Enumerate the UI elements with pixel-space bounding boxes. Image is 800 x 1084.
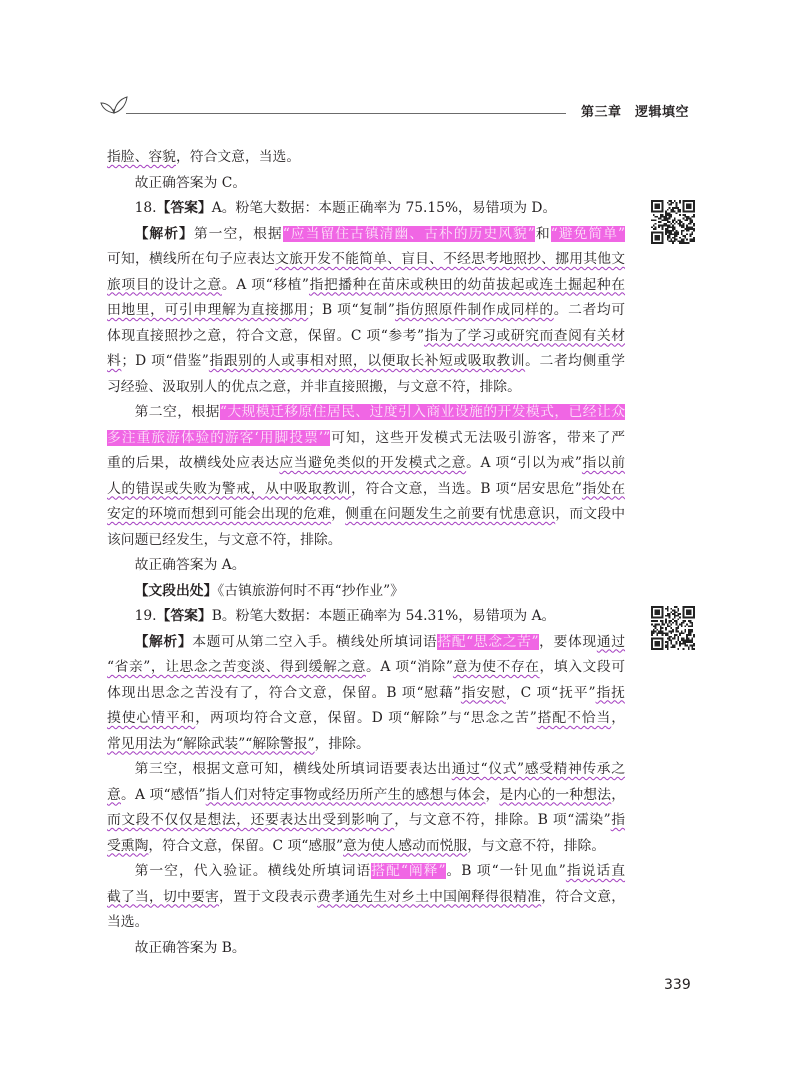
text-line (107, 349, 625, 375)
text-run: A。粉笔大数据：本题正确率为 75.15%，易错项为 D。 (211, 200, 557, 216)
highlighted-text: 搭配“思念之苦” (437, 633, 539, 650)
text-run: 。二者均侧重学 (525, 353, 626, 369)
question-answer-line (107, 196, 625, 222)
text-run: ，符合文意，当选。 (175, 149, 301, 165)
text-run: ，要体现 (538, 633, 597, 650)
text-line (107, 324, 625, 350)
text-line (107, 145, 625, 171)
text-run: ，符合文意， (541, 888, 626, 905)
highlighted-text: 搭配“阐释” (371, 863, 446, 879)
underlined-text: 指抚 (595, 684, 625, 701)
highlighted-text: “应当留住古镇清幽、古朴的历史风貌” (282, 225, 535, 242)
text-run: 本题可从第二空入手。横线处所填词语 (192, 633, 438, 650)
text-run: ， (485, 786, 500, 803)
text-line (107, 477, 625, 503)
underlined-text: 人的错误或失败为警戒，从中吸取教训 (107, 480, 352, 497)
text-run: 可知，这些开发模式无法吸引游客，带来了严 (330, 429, 626, 446)
text-line (107, 375, 625, 401)
underlined-text: 意为使不存在 (452, 659, 540, 675)
underlined-text: 指把播种在苗床或秧田的幼苗拔起或连土掘起种在 (308, 276, 626, 293)
text-line (107, 528, 625, 554)
text-line (107, 247, 625, 273)
section-label: 【解析】 (134, 225, 194, 242)
underlined-text: 安定的环境而想到可能会出现的危难 (107, 506, 332, 522)
text-line (107, 400, 625, 426)
underlined-text: 侧重在问题发生之前要有忧患意识 (345, 506, 556, 522)
section-label: 【答案】 (156, 608, 212, 624)
text-run: ，排除。 (314, 735, 370, 752)
text-run: ， (611, 786, 626, 803)
underlined-text: 通过“仪式”感受精神传承之 (451, 761, 626, 777)
text-run: 。A 项“引以为戒” (466, 455, 582, 471)
text-run: ；B 项“复制” (308, 302, 395, 318)
leaf-icon (100, 92, 128, 114)
highlighted-text: 多注重旅游体验的游客‘用脚投票’” (107, 429, 331, 446)
text-line (107, 273, 625, 299)
underlined-text: 通过 (596, 633, 626, 650)
section-label: 【解析】 (134, 633, 193, 650)
text-line (107, 783, 625, 809)
text-run: ， (331, 506, 346, 522)
text-run: 体现出思念之苦没有了，符合文意，保留。B 项“慰藉” (107, 684, 461, 701)
underlined-text: 应当避免类似的开发模式之意 (279, 455, 467, 471)
text-run: ， (611, 710, 626, 726)
text-line (107, 655, 625, 681)
text-run: 。A 项“移植” (221, 276, 309, 293)
text-run: 故正确答案为 B。 (134, 939, 246, 956)
text-line (107, 706, 625, 732)
underlined-text: 费孝通先生对乡土中国阐释得很精准 (317, 888, 542, 905)
answer-line (107, 553, 625, 579)
question-number: 19. (134, 608, 157, 624)
text-run: 重的后果，故横线处应表达 (107, 455, 280, 471)
text-run: ；D 项“借鉴” (121, 353, 209, 369)
underlined-text: 田地里，可引申理解为直接挪用 (107, 302, 309, 318)
text-run: 习经验、汲取别人的优点之意，并非直接照搬，与文意不符，排除。 (107, 378, 521, 395)
text-run: 当选。 (107, 914, 149, 930)
qr-code-icon (651, 200, 695, 244)
underlined-text: 指处在 (581, 480, 626, 497)
text-line (107, 451, 625, 477)
answer-line (107, 936, 625, 962)
underlined-text: 指脸、容貌 (107, 149, 176, 165)
question-answer-line (107, 604, 625, 630)
text-line (107, 808, 625, 834)
page-number: 339 (664, 977, 691, 993)
text-run: 故正确答案为 C。 (134, 174, 247, 191)
underlined-text: “省亲”，让思念之苦变淡、得到缓解之意 (107, 659, 366, 675)
section-label: 【答案】 (156, 200, 212, 216)
text-run: 。B 项“一针见血” (445, 863, 566, 879)
source-line (107, 579, 625, 605)
text-run: 体现直接照抄之意，符合文意，保留。C 项“参考” (107, 327, 425, 344)
text-line (107, 630, 625, 656)
underlined-text: 截了当，切中要害 (107, 888, 220, 905)
underlined-text: 受熏陶 (107, 837, 149, 854)
text-line (107, 910, 625, 936)
text-run: ，两项均符合文意，保留。D 项“解除”与“思念之苦” (195, 710, 537, 726)
text-line (107, 681, 625, 707)
text-run: 可知，横线所在句子应表达 (107, 251, 276, 267)
underlined-text: 意 (107, 786, 121, 803)
highlighted-text: “避免简单” (550, 225, 626, 242)
qr-code-icon (651, 606, 695, 650)
underlined-text: 摸使心情平和 (107, 710, 196, 726)
text-line (107, 885, 625, 911)
text-line (107, 426, 625, 452)
text-run: B。粉笔大数据：本题正确率为 54.31%，易错项为 A。 (211, 608, 556, 624)
text-run: ，填入文段可 (539, 659, 626, 675)
text-run: ，而文段中 (555, 506, 626, 522)
underlined-text: 常见用法为“解除武装”“解除警报” (107, 735, 315, 752)
underlined-text: 搭配不恰当 (536, 710, 612, 726)
text-run: 第二空，根据 (134, 404, 220, 420)
text-run: ，符合文意，当选。B 项“居安思危” (351, 480, 582, 497)
question-number: 18. (134, 200, 157, 216)
text-run: ，C 项“抚平” (505, 684, 596, 701)
underlined-text: 旅项目的设计之意 (107, 276, 222, 293)
underlined-text: 指说话直 (565, 863, 626, 879)
underlined-text: 指人们对特定事物或经历所产生的感想与体会 (205, 786, 486, 803)
text-run: 第一空，代入验证。横线处所填词语 (134, 863, 372, 879)
text-run: ，符合文意，保留。C 项“感服” (148, 837, 344, 854)
text-line (107, 859, 625, 885)
chapter-title: 逻辑填空 (635, 105, 690, 120)
text-line (107, 834, 625, 860)
underlined-text: 指为了学习或研究而查阅有关材 (424, 327, 625, 344)
text-run: 。A 项“消除” (366, 659, 453, 675)
answer-explanation-body (107, 145, 625, 961)
text-run: 第三空，根据文意可知，横线处所填词语要表达出 (134, 761, 452, 777)
text-run: 。二者均可 (553, 302, 626, 318)
underlined-text: 是内心的一种想法 (499, 786, 612, 803)
underlined-text: 指以前 (581, 455, 625, 471)
text-line (107, 502, 625, 528)
text-run: 。A 项“感悟” (120, 786, 206, 803)
chapter-label: 第三章 (581, 105, 622, 120)
text-run: 该问题已经发生，与文意不符，排除。 (107, 531, 342, 548)
answer-line (107, 171, 625, 197)
highlighted-text: “大规模迁移原住居民、过度引入商业设施的开发模式，已经让众 (219, 404, 625, 420)
text-line (107, 732, 625, 758)
underlined-text: 指 (610, 812, 626, 828)
text-line (107, 222, 625, 248)
text-run: ，与文意不符，排除。 (467, 837, 606, 854)
underlined-text: 料 (107, 353, 122, 369)
underlined-text: 指跟别的人或事相对照，以便取长补短或吸取教训 (208, 353, 526, 369)
text-line (107, 757, 625, 783)
underlined-text: 意为使人感动而悦服 (343, 837, 468, 854)
source-title: 《古镇旅游何时不再“抄作业”》 (217, 582, 404, 599)
section-label: 【文段出处】 (134, 582, 218, 599)
text-run: 故正确答案为 A。 (134, 557, 246, 573)
underlined-text: 指仿照原件制作成同样的 (394, 302, 554, 318)
text-run: 第一空，根据 (193, 225, 283, 242)
text-run: 和 (534, 225, 551, 242)
header-rule (126, 113, 566, 114)
underlined-text: 文旅开发不能简单、盲目、不经思考地照抄、挪用其他文 (275, 251, 626, 267)
text-line (107, 298, 625, 324)
text-run: ，置于文段表示 (219, 888, 318, 905)
underlined-text: 而文段不仅仅是想法，还要表达出受到影响了 (107, 812, 395, 828)
underlined-text: 指安慰 (460, 684, 506, 701)
text-run: ，与文意不符，排除。B 项“濡染” (394, 812, 611, 828)
